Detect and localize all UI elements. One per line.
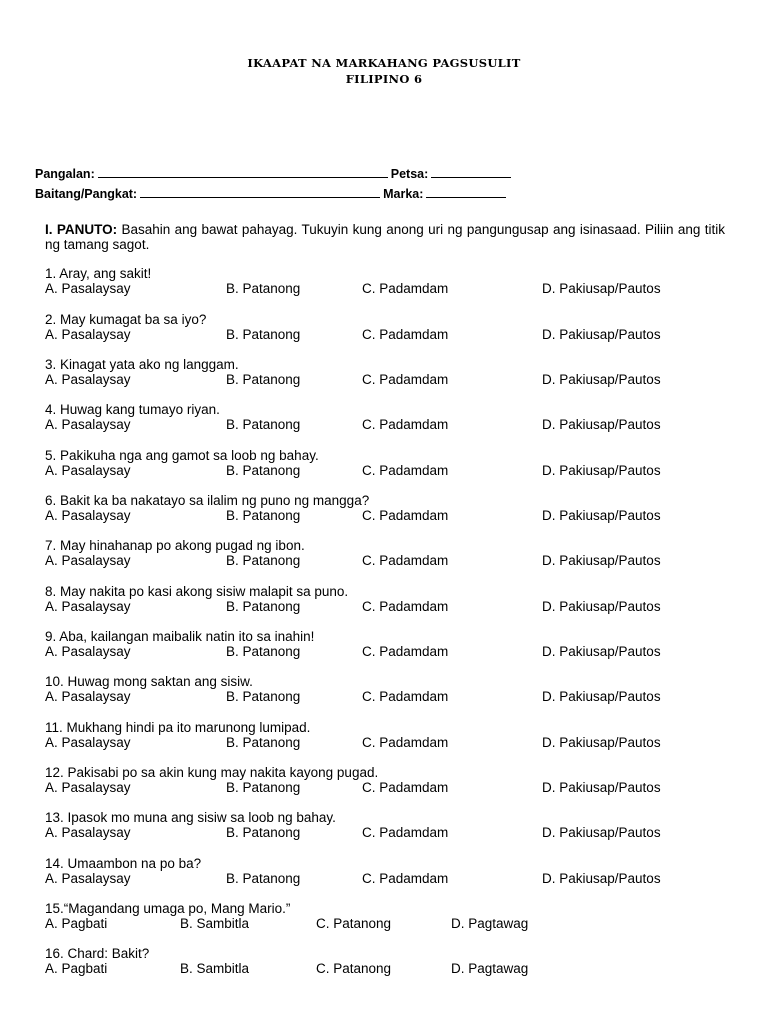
answer-option[interactable]: C. Padamdam — [362, 599, 449, 614]
answer-option[interactable]: B. Patanong — [226, 780, 301, 795]
question-stem: 14. Umaambon na po ba? — [45, 856, 202, 871]
name-field[interactable] — [98, 166, 388, 178]
answer-option[interactable]: B. Patanong — [226, 327, 301, 342]
instructions-text: Basahin ang bawat pahayag. Tukuyin kung anong uri ng pangungusap ang isinasaad. Piliin ang titik ng tamang sagot. — [45, 222, 725, 252]
grade-score-row — [35, 186, 509, 201]
answer-option[interactable]: A. Pasalaysay — [45, 689, 131, 704]
answer-option[interactable]: B. Patanong — [226, 553, 301, 568]
name-label: Pangalan: — [35, 167, 95, 181]
answer-option[interactable]: B. Patanong — [226, 871, 301, 886]
question-stem: 13. Ipasok mo muna ang sisiw sa loob ng bahay. — [45, 810, 336, 825]
answer-option[interactable]: C. Patanong — [316, 916, 392, 931]
exam-subject: FILIPINO 6 — [345, 72, 423, 86]
answer-option[interactable]: C. Padamdam — [362, 644, 449, 659]
answer-option[interactable]: D. Pakiusap/Pautos — [542, 644, 661, 659]
answer-option[interactable]: D. Pagtawag — [451, 961, 529, 976]
answer-option[interactable]: C. Patanong — [316, 961, 392, 976]
date-field[interactable] — [431, 166, 511, 178]
answer-option[interactable]: A. Pagbati — [45, 916, 108, 931]
answer-option[interactable]: A. Pasalaysay — [45, 599, 131, 614]
answer-option[interactable]: D. Pakiusap/Pautos — [542, 372, 661, 387]
answer-option[interactable]: C. Padamdam — [362, 689, 449, 704]
answer-option[interactable]: A. Pasalaysay — [45, 327, 131, 342]
answer-option[interactable]: A. Pasalaysay — [45, 825, 131, 840]
answer-option[interactable]: C. Padamdam — [362, 281, 449, 296]
answer-option[interactable]: A. Pasalaysay — [45, 508, 131, 523]
answer-option[interactable]: B. Patanong — [226, 463, 301, 478]
question-stem: 9. Aba, kailangan maibalik natin ito sa inahin! — [45, 629, 315, 644]
question-stem: 1. Aray, ang sakit! — [45, 266, 152, 281]
question-stem: 6. Bakit ka ba nakatayo sa ilalim ng puno ng mangga? — [45, 493, 370, 508]
answer-option[interactable]: A. Pasalaysay — [45, 871, 131, 886]
question-stem: 5. Pakikuha nga ang gamot sa loob ng bahay. — [45, 448, 319, 463]
question-stem: 15.“Magandang umaga po, Mang Mario.” — [45, 901, 291, 916]
score-label: Marka: — [383, 187, 424, 201]
answer-option[interactable]: C. Padamdam — [362, 780, 449, 795]
question-stem: 12. Pakisabi po sa akin kung may nakita kayong pugad. — [45, 765, 379, 780]
answer-option[interactable]: B. Patanong — [226, 417, 301, 432]
instructions — [45, 222, 725, 252]
answer-option[interactable]: D. Pakiusap/Pautos — [542, 871, 661, 886]
answer-option[interactable]: D. Pakiusap/Pautos — [542, 553, 661, 568]
question-stem: 2. May kumagat ba sa iyo? — [45, 312, 207, 327]
answer-option[interactable]: B. Sambitla — [180, 916, 250, 931]
score-field[interactable] — [426, 186, 506, 198]
answer-option[interactable]: D. Pakiusap/Pautos — [542, 599, 661, 614]
question-stem: 8. May nakita po kasi akong sisiw malapit sa puno. — [45, 584, 349, 599]
question-stem: 16. Chard: Bakit? — [45, 946, 150, 961]
answer-option[interactable]: A. Pasalaysay — [45, 644, 131, 659]
answer-option[interactable]: D. Pakiusap/Pautos — [542, 825, 661, 840]
answer-option[interactable]: C. Padamdam — [362, 417, 449, 432]
answer-option[interactable]: B. Patanong — [226, 372, 301, 387]
answer-option[interactable]: D. Pakiusap/Pautos — [542, 417, 661, 432]
answer-option[interactable]: B. Patanong — [226, 689, 301, 704]
answer-option[interactable]: D. Pakiusap/Pautos — [542, 735, 661, 750]
answer-option[interactable]: C. Padamdam — [362, 825, 449, 840]
answer-option[interactable]: D. Pagtawag — [451, 916, 529, 931]
instructions-heading: I. PANUTO: — [45, 222, 118, 237]
answer-option[interactable]: A. Pasalaysay — [45, 417, 131, 432]
answer-option[interactable]: C. Padamdam — [362, 735, 449, 750]
answer-option[interactable]: A. Pagbati — [45, 961, 108, 976]
grade-label: Baitang/Pangkat: — [35, 187, 138, 201]
question-stem: 11. Mukhang hindi pa ito marunong lumipad. — [45, 720, 311, 735]
answer-option[interactable]: C. Padamdam — [362, 372, 449, 387]
answer-option[interactable]: C. Padamdam — [362, 553, 449, 568]
answer-option[interactable]: A. Pasalaysay — [45, 463, 131, 478]
name-date-row — [35, 166, 514, 181]
question-stem: 10. Huwag mong saktan ang sisiw. — [45, 674, 253, 689]
grade-field[interactable] — [140, 186, 380, 198]
exam-title: IKAAPAT NA MARKAHANG PAGSUSULIT — [247, 56, 521, 70]
answer-option[interactable]: C. Padamdam — [362, 463, 449, 478]
answer-option[interactable]: A. Pasalaysay — [45, 281, 131, 296]
answer-option[interactable]: D. Pakiusap/Pautos — [542, 463, 661, 478]
answer-option[interactable]: B. Patanong — [226, 825, 301, 840]
answer-option[interactable]: B. Patanong — [226, 281, 301, 296]
answer-option[interactable]: C. Padamdam — [362, 508, 449, 523]
answer-option[interactable]: A. Pasalaysay — [45, 780, 131, 795]
answer-option[interactable]: B. Sambitla — [180, 961, 250, 976]
answer-option[interactable]: D. Pakiusap/Pautos — [542, 508, 661, 523]
answer-option[interactable]: D. Pakiusap/Pautos — [542, 327, 661, 342]
question-stem: 3. Kinagat yata ako ng langgam. — [45, 357, 239, 372]
question-stem: 7. May hinahanap po akong pugad ng ibon. — [45, 538, 305, 553]
answer-option[interactable]: A. Pasalaysay — [45, 372, 131, 387]
answer-option[interactable]: D. Pakiusap/Pautos — [542, 780, 661, 795]
answer-option[interactable]: B. Patanong — [226, 599, 301, 614]
question-stem: 4. Huwag kang tumayo riyan. — [45, 402, 220, 417]
answer-option[interactable]: C. Padamdam — [362, 871, 449, 886]
date-label: Petsa: — [390, 167, 429, 181]
answer-option[interactable]: B. Patanong — [226, 735, 301, 750]
answer-option[interactable]: B. Patanong — [226, 644, 301, 659]
answer-option[interactable]: D. Pakiusap/Pautos — [542, 281, 661, 296]
answer-option[interactable]: B. Patanong — [226, 508, 301, 523]
answer-option[interactable]: A. Pasalaysay — [45, 553, 131, 568]
answer-option[interactable]: A. Pasalaysay — [45, 735, 131, 750]
answer-option[interactable]: C. Padamdam — [362, 327, 449, 342]
answer-option[interactable]: D. Pakiusap/Pautos — [542, 689, 661, 704]
